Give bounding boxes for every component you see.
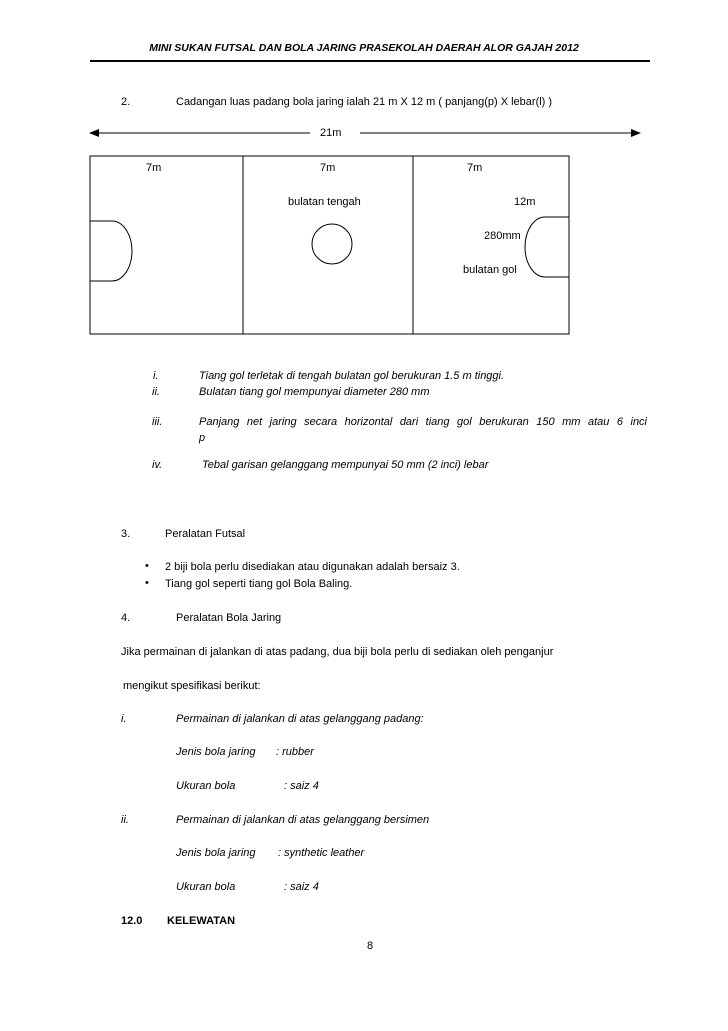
section-3-number: 3.: [121, 528, 131, 540]
spec-type-label: Jenis bola jaring: [176, 847, 256, 859]
spec-size-value: : saiz 4: [284, 881, 319, 893]
spec-size-label: Ukuran bola: [176, 881, 236, 893]
centre-circle: [312, 224, 352, 264]
spec-title: Permainan di jalankan di atas gelanggang bersimen: [176, 814, 430, 826]
section-4-paragraph-2: mengikut spesifikasi berikut:: [123, 680, 261, 692]
spec-type-value: : synthetic leather: [278, 847, 365, 859]
note-text: Tiang gol terletak di tengah bulatan gol berukuran 1.5 m tinggi.: [199, 370, 505, 382]
spec-size-label: Ukuran bola: [176, 780, 236, 792]
spec-type-label: Jenis bola jaring: [176, 746, 256, 758]
goal-circle-right: [525, 217, 569, 277]
page-number: 8: [367, 940, 374, 952]
note-number: iii.: [152, 416, 163, 428]
third-middle-label: 7m: [320, 162, 336, 174]
court-width-label: 12m: [514, 196, 536, 208]
spec-number: ii.: [121, 814, 129, 826]
third-left-label: 7m: [146, 162, 162, 174]
section-4-title: Peralatan Bola Jaring: [176, 612, 282, 624]
bullet-icon: •: [145, 560, 149, 572]
third-right-label: 7m: [467, 162, 483, 174]
section-12-number: 12.0: [121, 915, 143, 927]
spec-size-value: : saiz 4: [284, 780, 319, 792]
note-number: i.: [153, 370, 159, 382]
section-12-title: KELEWATAN: [167, 915, 236, 927]
page-header: MINI SUKAN FUTSAL DAN BOLA JARING PRASEKOLAH DAERAH ALOR GAJAH 2012: [149, 42, 579, 54]
goal-circle-label: bulatan gol: [463, 264, 517, 276]
bullet-text: Tiang gol seperti tiang gol Bola Baling.: [165, 578, 353, 590]
goal-diameter-label: 280mm: [484, 230, 521, 242]
note-text-line2: p: [199, 432, 206, 444]
goal-circle-left: [90, 221, 132, 281]
centre-circle-label: bulatan tengah: [288, 196, 361, 208]
note-text: Tebal garisan gelanggang mempunyai 50 mm (2 inci) lebar: [202, 459, 489, 471]
note-number: ii.: [152, 386, 160, 398]
note-number: iv.: [152, 459, 163, 471]
section-4-paragraph-1: Jika permainan di jalankan di atas padang, dua biji bola perlu di sediakan oleh penganjur: [121, 646, 554, 658]
spec-type-value: : rubber: [276, 746, 314, 758]
section-2-number: 2.: [121, 96, 131, 108]
court-outline: [90, 156, 569, 334]
court-length-label: 21m: [316, 127, 345, 139]
note-text: Bulatan tiang gol mempunyai diameter 280 mm: [199, 386, 430, 398]
note-text-line1: Panjang net jaring secara horizontal dari tiang gol berukuran 150 mm atau 6 inci: [199, 416, 647, 428]
bullet-icon: •: [145, 577, 149, 589]
bullet-text: 2 biji bola perlu disediakan atau digunakan adalah bersaiz 3.: [165, 561, 460, 573]
section-2-text: Cadangan luas padang bola jaring ialah 21 m X 12 m ( panjang(p) X lebar(l) ): [176, 96, 553, 108]
spec-number: i.: [121, 713, 127, 725]
spec-title: Permainan di jalankan di atas gelanggang padang:: [176, 713, 424, 725]
section-3-title: Peralatan Futsal: [165, 528, 246, 540]
section-4-number: 4.: [121, 612, 131, 624]
